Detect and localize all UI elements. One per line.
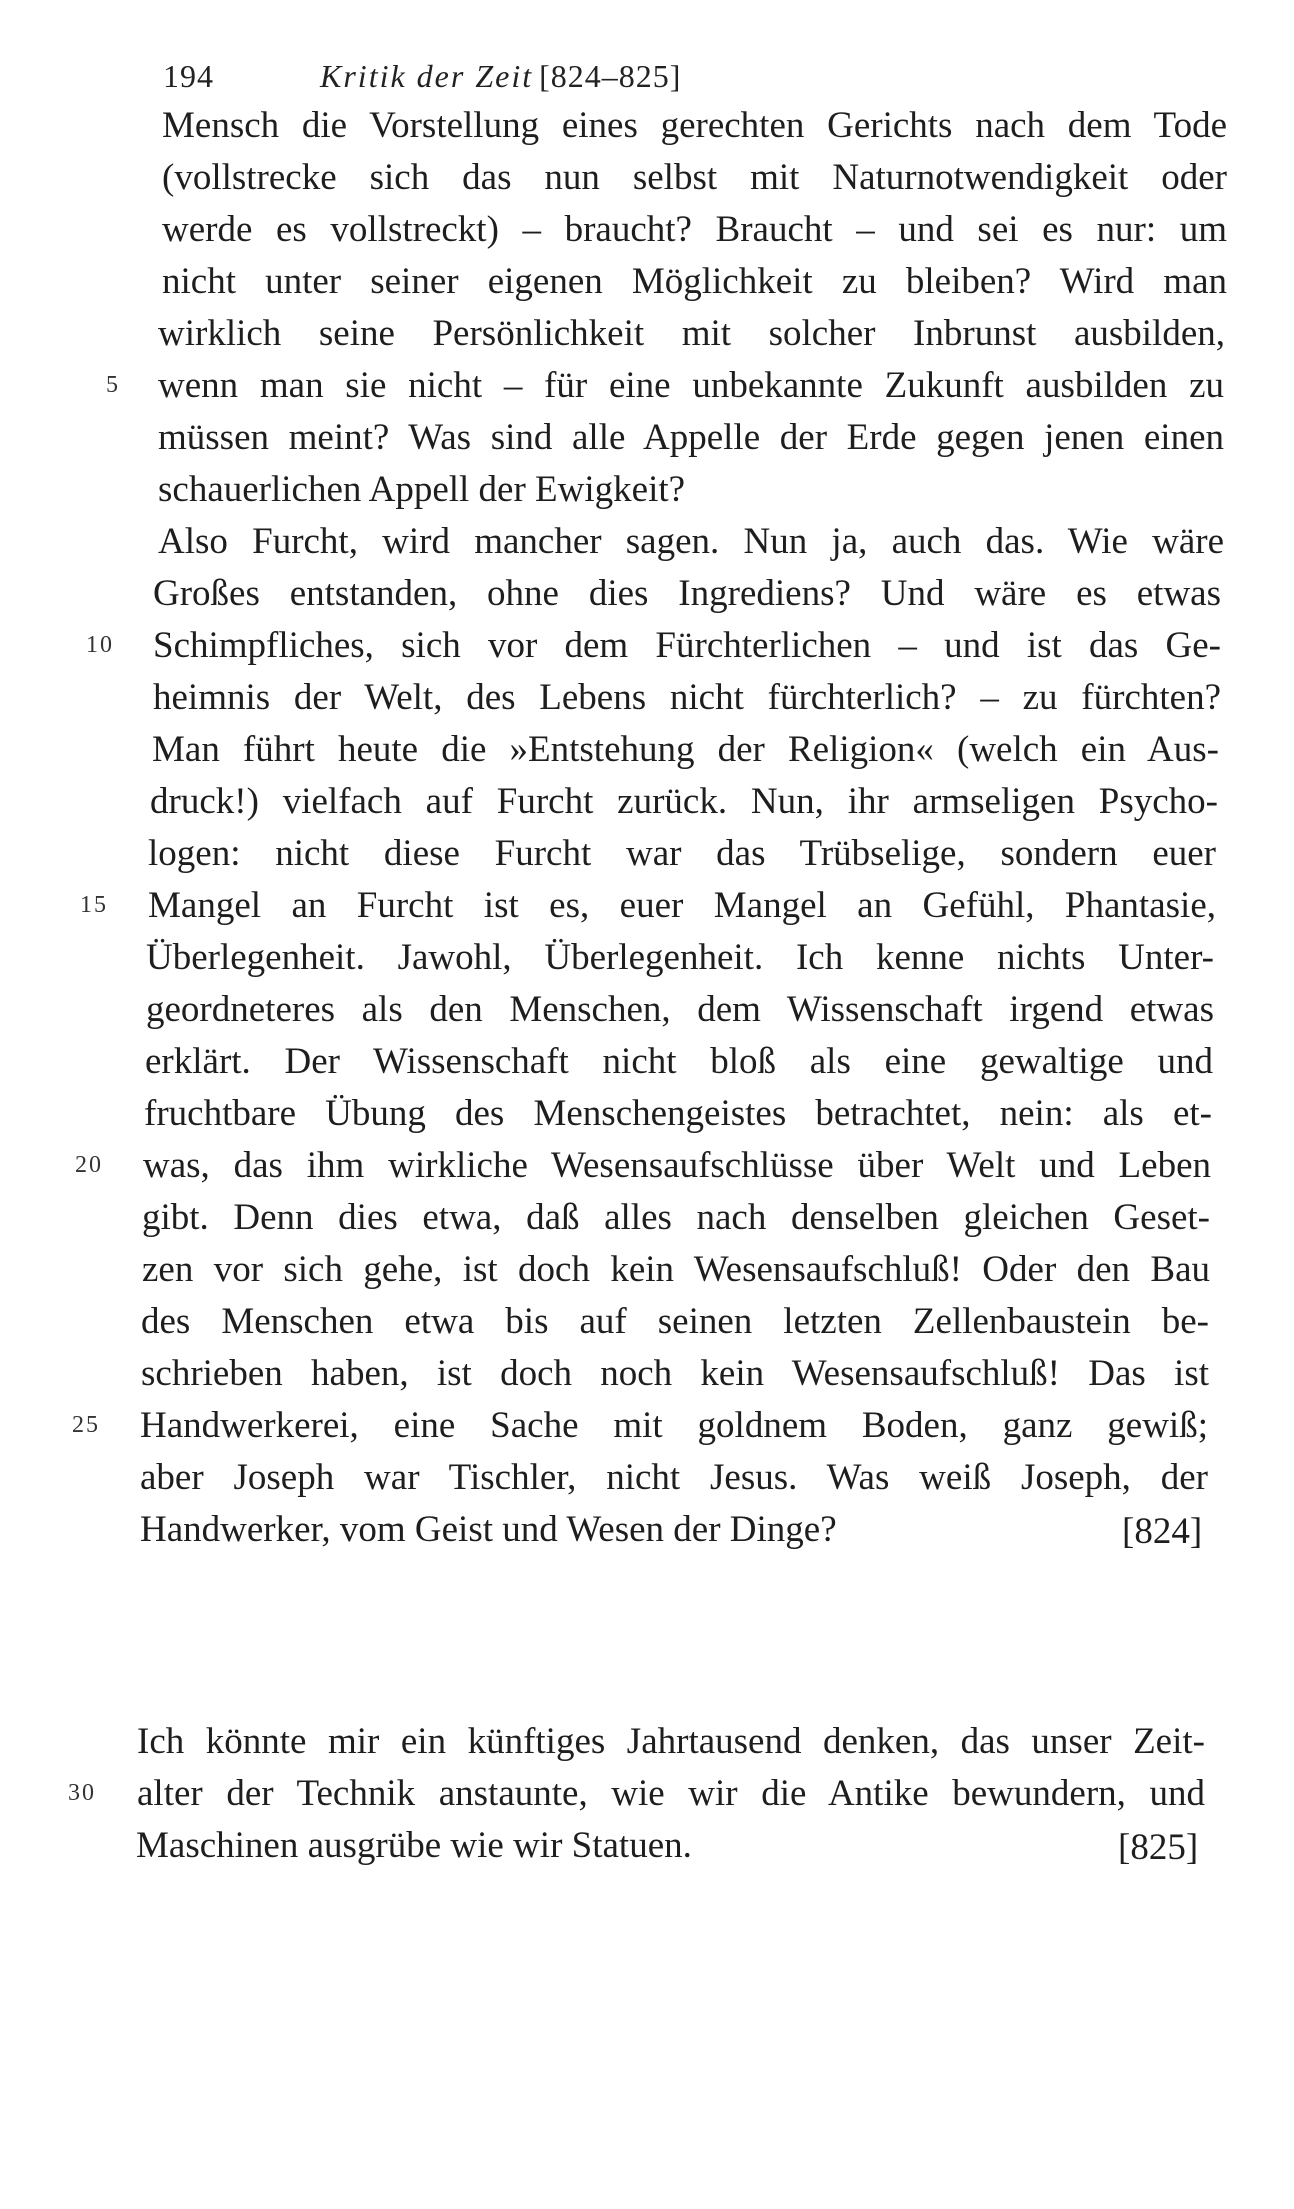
text-line: erklärt. Der Wissenschaft nicht bloß als eine gewaltige und [145,1041,1213,1082]
text-line: heimnis der Welt, des Lebens nicht fürchterlich? – zu fürchten? [153,677,1221,718]
line-number: 5 [106,372,120,398]
text-line-part: Also Furcht, wird mancher sagen. Nun ja, auch das. Wie wäre [158,521,1224,562]
text-line: Handwerkerei, eine Sache mit goldnem Boden, ganz gewiß; [140,1405,1208,1446]
text-line: Man führt heute die »Entstehung der Religion« (welch ein Aus- [152,729,1219,770]
text-line: druck!) vielfach auf Furcht zurück. Nun, ihr armseligen Psycho- [150,781,1218,822]
text-line: wirklich seine Persönlichkeit mit solcher Inbrunst ausbilden, [158,313,1225,354]
text-line: geordneteres als den Menschen, dem Wissenschaft irgend etwas [146,989,1214,1030]
text-line: Überlegenheit. Jawohl, Überlegenheit. Ich kenne nichts Unter- [146,937,1214,978]
running-header [163,58,681,95]
text-line: Mensch die Vorstellung eines gerechten Gerichts nach dem Tode [162,105,1227,146]
text-line: Mangel an Furcht ist es, euer Mangel an Gefühl, Phantasie, [148,885,1216,926]
text-line: Großes entstanden, ohne dies Ingrediens? Und wäre es etwas [153,573,1221,614]
entry-reference: [824] [1122,1511,1203,1552]
text-line: zen vor sich gehe, ist doch kein Wesensaufschluß! Oder den Bau [142,1249,1210,1290]
entry-range: [824–825] [539,58,682,94]
text-line: was, das ihm wirkliche Wesensaufschlüsse über Welt und Leben [143,1145,1211,1186]
text-line: gibt. Denn dies etwa, daß alles nach denselben gleichen Geset- [142,1197,1210,1238]
line-number: 25 [72,1412,100,1438]
text-line: schauerlichen Appell der Ewigkeit? [158,469,686,510]
text-line: logen: nicht diese Furcht war das Trübselige, sondern euer [148,833,1216,874]
line-number: 30 [68,1780,96,1806]
line-number: 15 [80,892,108,918]
text-line: fruchtbare Übung des Menschengeistes betrachtet, nein: als et- [144,1093,1212,1134]
text-line: schrieben haben, ist doch noch kein Wesensaufschluß! Das ist [141,1353,1209,1394]
text-line [158,520,1224,564]
text-line: Ich könnte mir ein künftiges Jahrtausend denken, das unser Zeit- [137,1721,1205,1762]
page-number: 194 [163,58,214,94]
text-line: müssen meint? Was sind alle Appelle der Erde gegen jenen einen [158,417,1224,458]
text-line: Handwerker, vom Geist und Wesen der Dinge? [140,1509,837,1550]
text-line: aber Joseph war Tischler, nicht Jesus. Was weiß Joseph, der [140,1457,1208,1498]
line-number: 10 [86,632,114,658]
text-line: des Menschen etwa bis auf seinen letzten Zellenbaustein be- [141,1301,1209,1342]
entry-reference: [825] [1118,1827,1199,1868]
text-line: alter der Technik anstaunte, wie wir die Antike bewundern, und [137,1773,1205,1814]
text-line: Maschinen ausgrübe wie wir Statuen. [136,1825,692,1866]
text-line: wenn man sie nicht – für eine unbekannte Zukunft ausbilden zu [158,365,1224,406]
text-line: werde es vollstreckt) – braucht? Braucht – und sei es nur: um [162,209,1227,250]
running-title: Kritik der Zeit [320,58,534,94]
line-number: 20 [75,1152,103,1178]
text-line: nicht unter seiner eigenen Möglichkeit zu bleiben? Wird man [162,261,1227,302]
text-line: (vollstrecke sich das nun selbst mit Naturnotwendigkeit oder [162,157,1227,198]
text-line: Schimpfliches, sich vor dem Fürchterlichen – und ist das Ge- [153,625,1221,666]
